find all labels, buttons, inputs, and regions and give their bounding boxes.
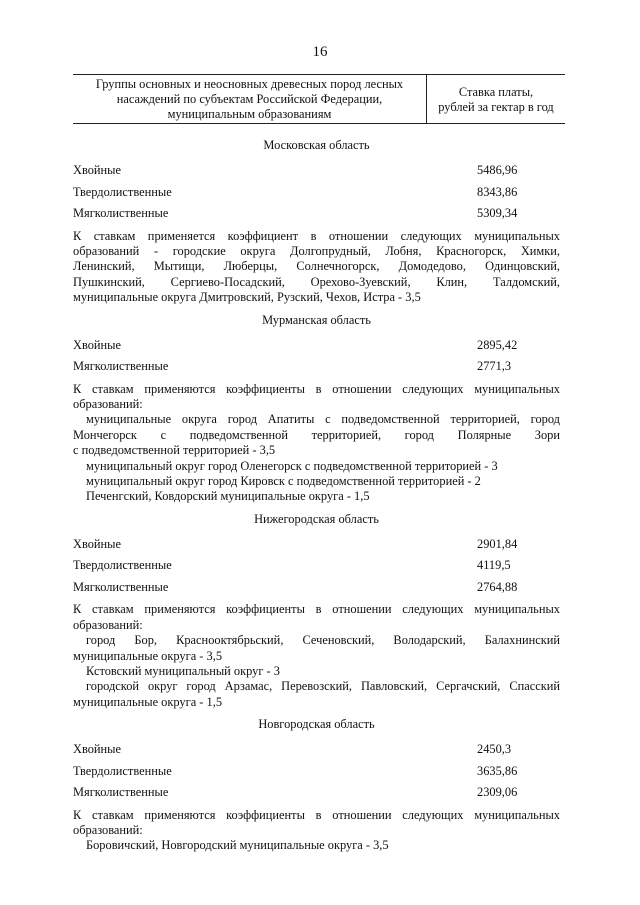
coefficient-note [73, 808, 560, 854]
rate-row [73, 335, 560, 357]
rate-value: 2901,84 [477, 536, 518, 551]
region-moscow [73, 137, 560, 306]
species-group-label: Твердолиственные [73, 558, 172, 573]
region-title: Мурманская область [262, 312, 371, 327]
note-line: Боровичский, Новгородский муниципальные округа - 3,5 [86, 838, 389, 853]
note-line: муниципальные округа город Апатиты с подведомственной территорией, город [86, 412, 560, 427]
note-line: муниципальные округа - 3,5 [73, 648, 223, 663]
header-text-line: Группы основных и неосновных древесных пород лесных [95, 77, 404, 91]
note-line: муниципальный округ город Оленегорск с подведомственной территорией - 3 [86, 458, 498, 473]
table-body [73, 131, 560, 854]
rate-row [73, 577, 560, 599]
rate-value: 2771,3 [477, 359, 512, 374]
note-line: Печенгский, Ковдорский муниципальные округа - 1,5 [86, 489, 370, 504]
page-number: 16 [312, 44, 328, 60]
rate-row [73, 534, 560, 556]
rate-value: 8343,86 [477, 184, 518, 199]
species-group-label: Мягколиственные [73, 579, 169, 594]
rate-value: 5486,96 [477, 163, 518, 177]
note-line: муниципальные округа - 1,5 [73, 694, 223, 709]
note-line: К ставкам применяются коэффициенты в отношении следующих муниципальных [73, 807, 560, 822]
header-text-line: муниципальным образованиям [167, 107, 332, 121]
note-line: город Бор, Краснооктябрьский, Сеченовский, Володарский, Балахнинский [86, 633, 560, 648]
region-nizhny-novgorod [73, 511, 560, 710]
note-line: муниципальный округ город Кировск с подведомственной территорией - 2 [86, 473, 481, 488]
rate-value: 4119,5 [477, 558, 511, 573]
rate-row [73, 555, 560, 577]
note-line: Кстовский муниципальный округ - 3 [86, 663, 280, 678]
note-line: Ленинский, Мытищи, Люберцы, Солнечногорск, Домодедово, Одинцовский, [73, 259, 560, 274]
rate-row [73, 356, 560, 378]
note-line: муниципальные округа Дмитровский, Рузский, Чехов, Истра - 3,5 [73, 290, 421, 305]
note-line: городской округ город Арзамас, Перевозский, Павловский, Сергачский, Спасский [86, 679, 560, 694]
rate-value: 3635,86 [477, 763, 518, 778]
header-column-groups [73, 75, 427, 123]
species-group-label: Мягколиственные [73, 206, 169, 220]
rate-row [73, 782, 560, 804]
table-header [73, 74, 565, 124]
species-group-label: Твердолиственные [73, 763, 172, 778]
note-line: Мончегорск с подведомственной территорией, город Полярные Зори [73, 427, 560, 442]
rate-row [73, 182, 560, 204]
rate-row [73, 203, 560, 225]
region-title: Новгородская область [258, 717, 375, 732]
header-column-rate [427, 75, 565, 123]
rate-row [73, 739, 560, 761]
species-group-label: Мягколиственные [73, 359, 169, 374]
note-line: образований - городские округа Долгопрудный, Лобня, Красногорск, Химки, [73, 243, 560, 258]
species-group-label: Хвойные [73, 337, 121, 352]
region-novgorod [73, 716, 560, 854]
rate-value: 5309,34 [477, 206, 518, 220]
species-group-label: Мягколиственные [73, 785, 169, 800]
region-title: Нижегородская область [254, 511, 379, 526]
note-line: К ставкам применяются коэффициенты в отношении следующих муниципальных [73, 381, 560, 396]
note-line: Пушкинский, Сергиево-Посадский, Орехово-Зуевский, Клин, Талдомский, [73, 274, 560, 289]
note-line: К ставкам применяются коэффициенты в отношении следующих муниципальных [73, 602, 560, 617]
species-group-label: Хвойные [73, 163, 121, 177]
note-line: с подведомственной территорией - 3,5 [73, 443, 276, 458]
header-text-line: рублей за гектар в год [438, 100, 554, 114]
rate-row [73, 160, 560, 182]
rate-value: 2764,88 [477, 579, 518, 594]
header-text-line: Ставка платы, [458, 85, 534, 99]
coefficient-note [73, 382, 560, 505]
species-group-label: Хвойные [73, 536, 121, 551]
species-group-label: Хвойные [73, 742, 121, 757]
rate-value: 2895,42 [477, 337, 518, 352]
note-line: образований: [73, 396, 143, 411]
coefficient-note [73, 229, 560, 306]
rate-value: 2309,06 [477, 785, 518, 800]
note-line: образований: [73, 823, 143, 838]
note-line: образований: [73, 617, 143, 632]
species-group-label: Твердолиственные [73, 184, 172, 199]
region-murmansk [73, 312, 560, 505]
note-line: К ставкам применяется коэффициент в отношении следующих муниципальных [73, 228, 560, 243]
rate-value: 2450,3 [477, 742, 512, 757]
region-title: Московская область [263, 138, 370, 152]
rate-row [73, 761, 560, 783]
coefficient-note [73, 602, 560, 710]
header-text-line: насаждений по субъектам Российской Федерации, [116, 92, 383, 106]
